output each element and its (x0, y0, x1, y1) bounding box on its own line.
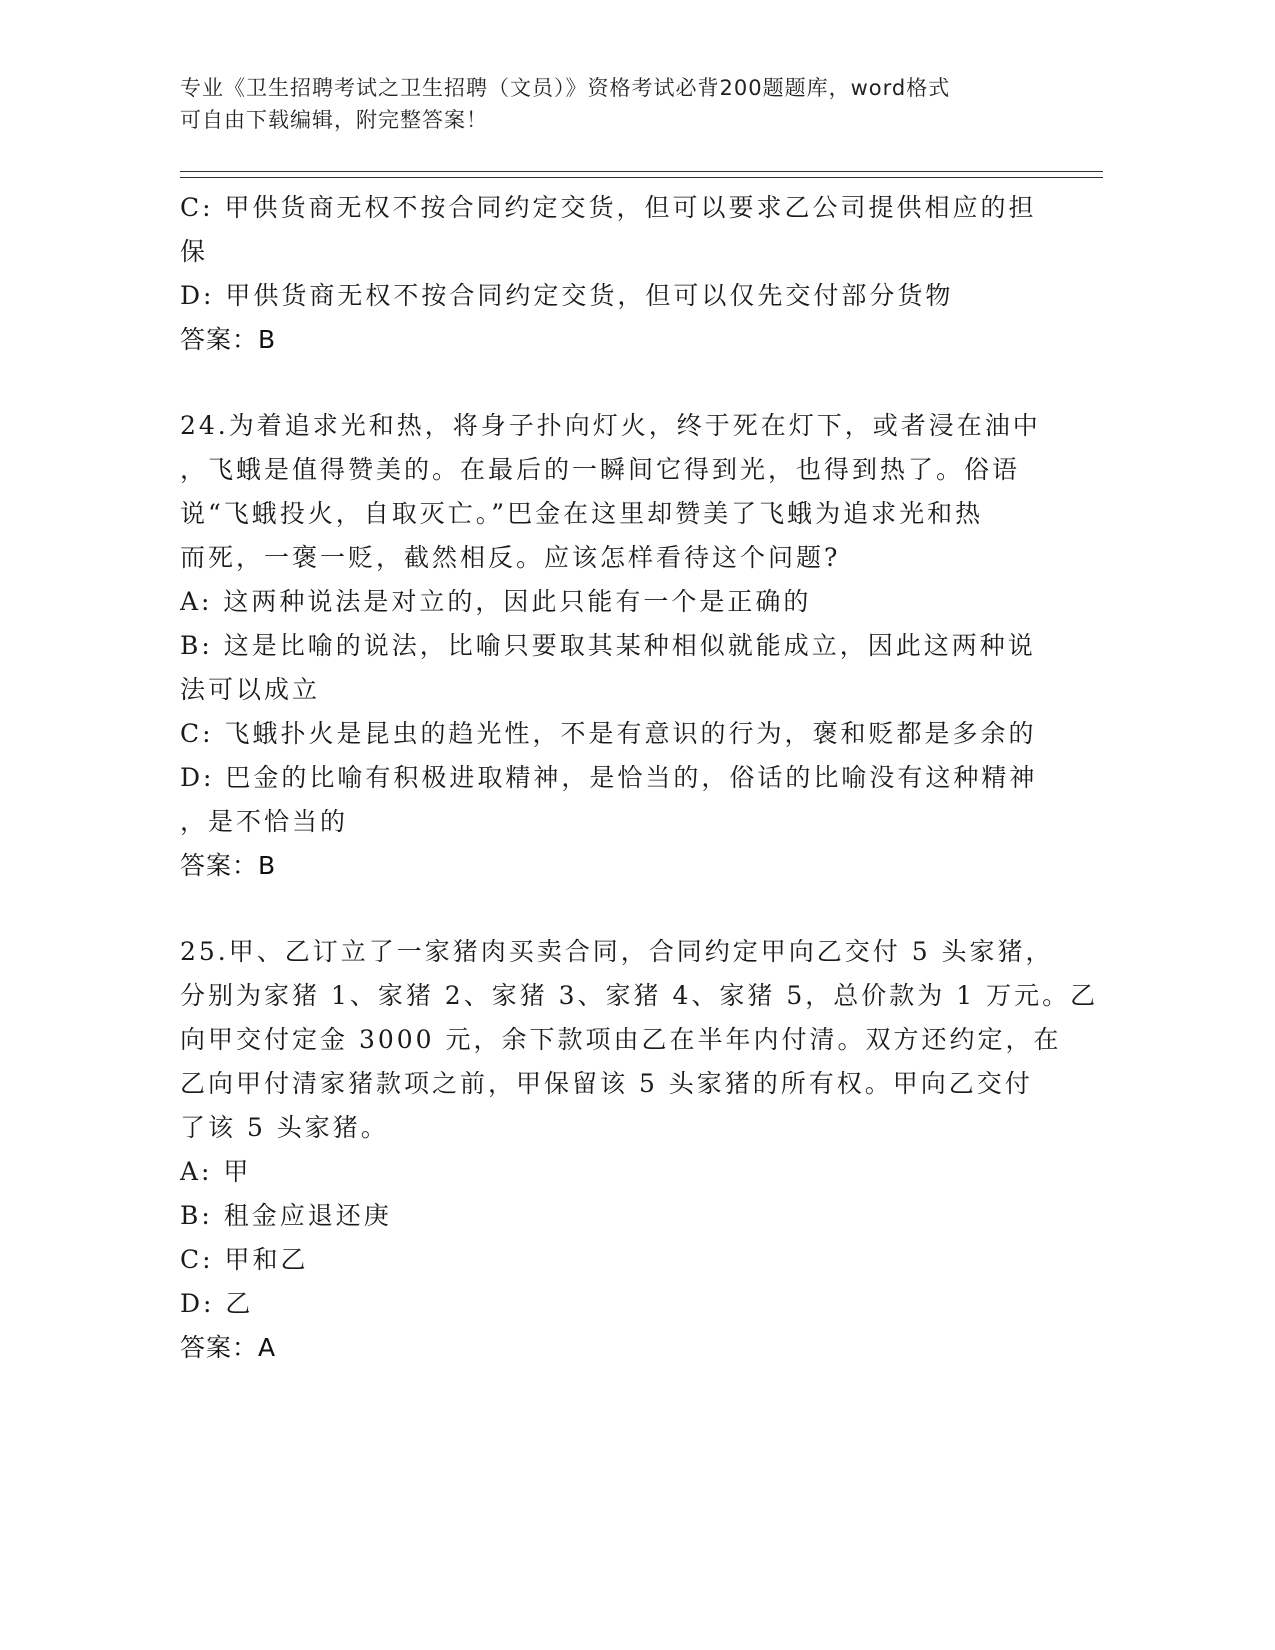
header-line-1: 专业《卫生招聘考试之卫生招聘（文员）》资格考试必背200题题库，word格式 (180, 76, 951, 100)
option-b-wrap: 法可以成立 (180, 675, 321, 704)
option-d-wrap: ，是不恰当的 (180, 807, 349, 836)
question-stem-line: 24.为着追求光和热，将身子扑向灯火，终于死在灯下，或者浸在油中 (180, 411, 1041, 440)
option-b-line: B: 这是比喻的说法，比喻只要取其某种相似就能成立，因此这两种说 (180, 631, 1036, 660)
question-25 (180, 930, 1099, 1370)
header-line-2: 可自由下载编辑，附完整答案！ (180, 108, 488, 132)
option-a-line: A: 这两种说法是对立的，因此只能有一个是正确的 (180, 587, 812, 616)
question-stem-line: 分别为家猪 1、家猪 2、家猪 3、家猪 4、家猪 5，总价款为 1 万元。乙 (180, 981, 1099, 1010)
question-stem-line: 说“飞蛾投火，自取灭亡。”巴金在这里却赞美了飞蛾为追求光和热 (180, 499, 984, 528)
question-24 (180, 404, 1060, 888)
document-body (180, 186, 1099, 1370)
option-d-line: D: 乙 (180, 1289, 254, 1318)
option-b-line: B: 租金应退还庚 (180, 1201, 392, 1230)
answer-line: 答案：B (180, 851, 277, 880)
question-stem-line: 而死，一褒一贬，截然相反。应该怎样看待这个问题? (180, 543, 841, 572)
option-d-line: D: 巴金的比喻有积极进取精神，是恰当的，俗话的比喻没有这种精神 (180, 763, 1038, 792)
question-stem-line: 了该 5 头家猪。 (180, 1113, 389, 1142)
spacer (180, 362, 1060, 404)
document-header (180, 72, 1060, 136)
option-a-line: A: 甲 (180, 1157, 252, 1186)
question-stem-line: 25.甲、乙订立了一家猪肉买卖合同，合同约定甲向乙交付 5 头家猪， (180, 937, 1054, 966)
option-c-line: C: 甲供货商无权不按合同约定交货，但可以要求乙公司提供相应的担 (180, 193, 1037, 222)
answer-line: 答案：A (180, 1333, 277, 1362)
answer-line: 答案：B (180, 325, 277, 354)
question-23-continued (180, 186, 1060, 362)
option-c-line: C: 甲和乙 (180, 1245, 309, 1274)
spacer (180, 888, 1060, 930)
question-stem-line: ，飞蛾是值得赞美的。在最后的一瞬间它得到光，也得到热了。俗语 (180, 455, 1021, 484)
question-stem-line: 向甲交付定金 3000 元，余下款项由乙在半年内付清。双方还约定，在 (180, 1025, 1062, 1054)
header-divider-top (180, 171, 1103, 172)
option-c-wrap: 保 (180, 237, 209, 266)
question-stem-line: 乙向甲付清家猪款项之前，甲保留该 5 头家猪的所有权。甲向乙交付 (180, 1069, 1033, 1098)
option-c-line: C: 飞蛾扑火是昆虫的趋光性，不是有意识的行为，褒和贬都是多余的 (180, 719, 1037, 748)
header-divider-bottom (180, 177, 1103, 178)
option-d-line: D: 甲供货商无权不按合同约定交货，但可以仅先交付部分货物 (180, 281, 954, 310)
